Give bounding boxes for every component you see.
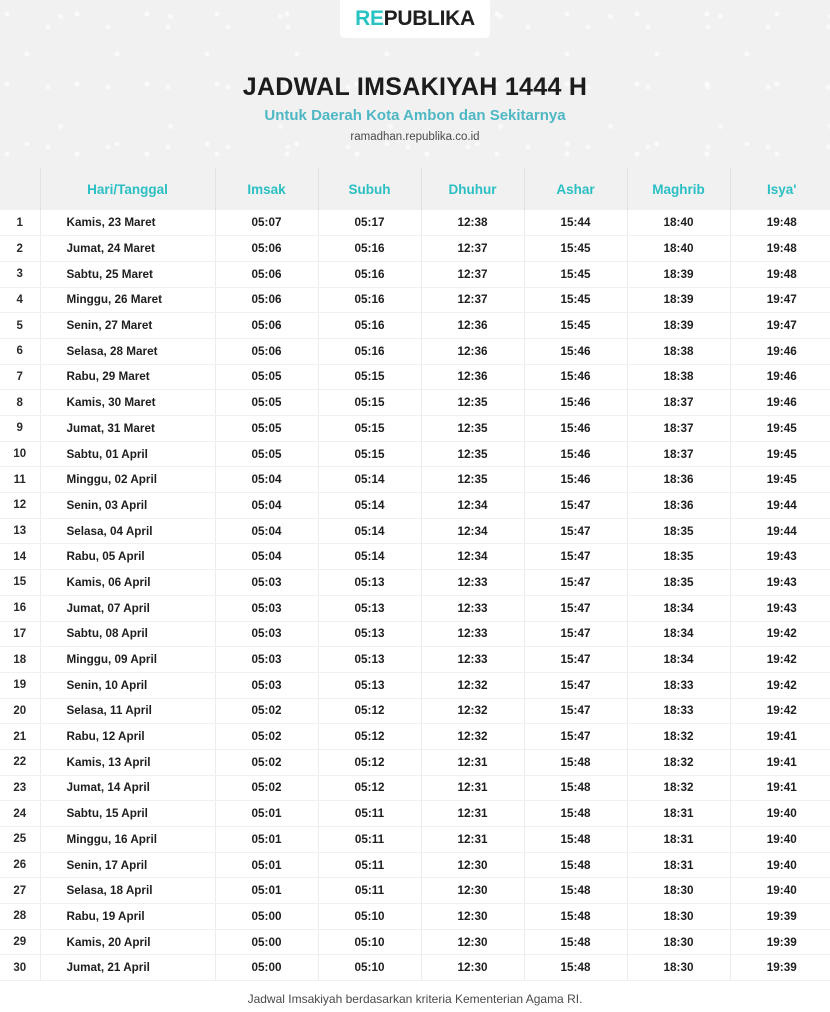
imsak-time: 05:01 bbox=[215, 852, 318, 878]
maghrib-time: 18:31 bbox=[627, 827, 730, 853]
dhuhur-time: 12:32 bbox=[421, 698, 524, 724]
dhuhur-time: 12:31 bbox=[421, 827, 524, 853]
ashar-time: 15:44 bbox=[524, 210, 627, 236]
day-date: Jumat, 07 April bbox=[40, 595, 215, 621]
table-row bbox=[0, 287, 830, 313]
row-number: 6 bbox=[0, 338, 40, 364]
table-row bbox=[0, 390, 830, 416]
subuh-time: 05:14 bbox=[318, 518, 421, 544]
dhuhur-time: 12:37 bbox=[421, 287, 524, 313]
dhuhur-time: 12:31 bbox=[421, 749, 524, 775]
maghrib-time: 18:37 bbox=[627, 416, 730, 442]
row-number: 26 bbox=[0, 852, 40, 878]
logo-suffix: PUBLIKA bbox=[383, 7, 475, 30]
subuh-time: 05:12 bbox=[318, 749, 421, 775]
imsak-time: 05:03 bbox=[215, 621, 318, 647]
dhuhur-time: 12:34 bbox=[421, 544, 524, 570]
isya-time: 19:46 bbox=[730, 338, 830, 364]
dhuhur-time: 12:36 bbox=[421, 313, 524, 339]
dhuhur-time: 12:30 bbox=[421, 852, 524, 878]
table-row bbox=[0, 852, 830, 878]
table-row bbox=[0, 801, 830, 827]
row-number: 21 bbox=[0, 724, 40, 750]
maghrib-time: 18:30 bbox=[627, 904, 730, 930]
day-date: Jumat, 14 April bbox=[40, 775, 215, 801]
imsak-time: 05:02 bbox=[215, 775, 318, 801]
isya-time: 19:48 bbox=[730, 236, 830, 262]
row-number: 22 bbox=[0, 749, 40, 775]
subuh-time: 05:14 bbox=[318, 544, 421, 570]
maghrib-time: 18:38 bbox=[627, 364, 730, 390]
row-number: 16 bbox=[0, 595, 40, 621]
ashar-time: 15:48 bbox=[524, 775, 627, 801]
imsak-time: 05:03 bbox=[215, 570, 318, 596]
row-number: 3 bbox=[0, 261, 40, 287]
row-number: 30 bbox=[0, 955, 40, 981]
table-row bbox=[0, 467, 830, 493]
imsak-time: 05:07 bbox=[215, 210, 318, 236]
isya-time: 19:39 bbox=[730, 904, 830, 930]
subuh-time: 05:11 bbox=[318, 801, 421, 827]
row-number: 28 bbox=[0, 904, 40, 930]
table-row bbox=[0, 647, 830, 673]
day-date: Rabu, 12 April bbox=[40, 724, 215, 750]
subuh-time: 05:13 bbox=[318, 570, 421, 596]
ashar-time: 15:48 bbox=[524, 827, 627, 853]
dhuhur-time: 12:32 bbox=[421, 724, 524, 750]
dhuhur-time: 12:35 bbox=[421, 441, 524, 467]
row-number: 18 bbox=[0, 647, 40, 673]
table-row bbox=[0, 698, 830, 724]
day-date: Minggu, 26 Maret bbox=[40, 287, 215, 313]
imsak-time: 05:01 bbox=[215, 827, 318, 853]
isya-time: 19:44 bbox=[730, 493, 830, 519]
maghrib-time: 18:39 bbox=[627, 261, 730, 287]
table-row bbox=[0, 544, 830, 570]
imsak-time: 05:01 bbox=[215, 878, 318, 904]
isya-time: 19:39 bbox=[730, 929, 830, 955]
dhuhur-time: 12:32 bbox=[421, 672, 524, 698]
ashar-time: 15:48 bbox=[524, 801, 627, 827]
isya-time: 19:43 bbox=[730, 544, 830, 570]
dhuhur-time: 12:35 bbox=[421, 416, 524, 442]
day-date: Rabu, 05 April bbox=[40, 544, 215, 570]
isya-time: 19:48 bbox=[730, 210, 830, 236]
ashar-time: 15:47 bbox=[524, 647, 627, 673]
subuh-time: 05:17 bbox=[318, 210, 421, 236]
table-row bbox=[0, 827, 830, 853]
schedule-table-wrapper bbox=[0, 168, 830, 981]
isya-time: 19:46 bbox=[730, 364, 830, 390]
subuh-time: 05:11 bbox=[318, 878, 421, 904]
maghrib-time: 18:35 bbox=[627, 544, 730, 570]
imsak-time: 05:06 bbox=[215, 261, 318, 287]
maghrib-time: 18:40 bbox=[627, 236, 730, 262]
maghrib-time: 18:32 bbox=[627, 724, 730, 750]
maghrib-time: 18:32 bbox=[627, 749, 730, 775]
table-row bbox=[0, 955, 830, 981]
row-number: 20 bbox=[0, 698, 40, 724]
subuh-time: 05:12 bbox=[318, 724, 421, 750]
page-subtitle: Untuk Daerah Kota Ambon dan Sekitarnya bbox=[264, 107, 566, 124]
table-row bbox=[0, 493, 830, 519]
isya-time: 19:45 bbox=[730, 467, 830, 493]
row-number: 2 bbox=[0, 236, 40, 262]
dhuhur-time: 12:30 bbox=[421, 955, 524, 981]
footer-note: Jadwal Imsakiyah berdasarkan kriteria Kementerian Agama RI. bbox=[0, 981, 830, 1012]
day-date: Kamis, 06 April bbox=[40, 570, 215, 596]
row-number: 27 bbox=[0, 878, 40, 904]
isya-time: 19:45 bbox=[730, 416, 830, 442]
table-header bbox=[0, 168, 830, 210]
day-date: Jumat, 24 Maret bbox=[40, 236, 215, 262]
day-date: Rabu, 29 Maret bbox=[40, 364, 215, 390]
table-row bbox=[0, 338, 830, 364]
maghrib-time: 18:34 bbox=[627, 621, 730, 647]
imsak-time: 05:00 bbox=[215, 929, 318, 955]
table-row bbox=[0, 775, 830, 801]
dhuhur-time: 12:30 bbox=[421, 878, 524, 904]
ashar-time: 15:48 bbox=[524, 955, 627, 981]
subuh-time: 05:13 bbox=[318, 647, 421, 673]
day-date: Sabtu, 08 April bbox=[40, 621, 215, 647]
maghrib-time: 18:30 bbox=[627, 929, 730, 955]
table-row bbox=[0, 313, 830, 339]
imsak-time: 05:05 bbox=[215, 416, 318, 442]
imsak-time: 05:05 bbox=[215, 390, 318, 416]
isya-time: 19:41 bbox=[730, 724, 830, 750]
imsak-time: 05:04 bbox=[215, 467, 318, 493]
isya-time: 19:42 bbox=[730, 672, 830, 698]
dhuhur-time: 12:36 bbox=[421, 364, 524, 390]
subuh-time: 05:11 bbox=[318, 852, 421, 878]
isya-time: 19:40 bbox=[730, 852, 830, 878]
dhuhur-time: 12:38 bbox=[421, 210, 524, 236]
row-number: 29 bbox=[0, 929, 40, 955]
isya-time: 19:46 bbox=[730, 390, 830, 416]
day-date: Kamis, 30 Maret bbox=[40, 390, 215, 416]
row-number: 17 bbox=[0, 621, 40, 647]
ashar-time: 15:47 bbox=[524, 570, 627, 596]
dhuhur-time: 12:34 bbox=[421, 493, 524, 519]
maghrib-time: 18:34 bbox=[627, 647, 730, 673]
imsak-time: 05:06 bbox=[215, 236, 318, 262]
ashar-time: 15:48 bbox=[524, 878, 627, 904]
dhuhur-time: 12:33 bbox=[421, 595, 524, 621]
ashar-time: 15:45 bbox=[524, 236, 627, 262]
ashar-time: 15:45 bbox=[524, 287, 627, 313]
imsak-time: 05:06 bbox=[215, 287, 318, 313]
ashar-time: 15:47 bbox=[524, 698, 627, 724]
maghrib-time: 18:30 bbox=[627, 878, 730, 904]
republika-logo bbox=[340, 0, 490, 38]
dhuhur-time: 12:37 bbox=[421, 236, 524, 262]
subuh-time: 05:15 bbox=[318, 364, 421, 390]
table-header-row bbox=[0, 168, 830, 210]
ashar-time: 15:46 bbox=[524, 467, 627, 493]
row-number: 7 bbox=[0, 364, 40, 390]
row-number: 24 bbox=[0, 801, 40, 827]
maghrib-time: 18:39 bbox=[627, 313, 730, 339]
maghrib-time: 18:37 bbox=[627, 441, 730, 467]
table-row bbox=[0, 236, 830, 262]
imsak-time: 05:04 bbox=[215, 544, 318, 570]
column-header-imsak: Imsak bbox=[215, 168, 318, 210]
ashar-time: 15:46 bbox=[524, 364, 627, 390]
subuh-time: 05:13 bbox=[318, 621, 421, 647]
subuh-time: 05:10 bbox=[318, 929, 421, 955]
subuh-time: 05:16 bbox=[318, 338, 421, 364]
row-number: 13 bbox=[0, 518, 40, 544]
imsak-time: 05:03 bbox=[215, 595, 318, 621]
table-row bbox=[0, 570, 830, 596]
table-row bbox=[0, 904, 830, 930]
subuh-time: 05:11 bbox=[318, 827, 421, 853]
dhuhur-time: 12:33 bbox=[421, 647, 524, 673]
isya-time: 19:45 bbox=[730, 441, 830, 467]
ashar-time: 15:46 bbox=[524, 390, 627, 416]
ashar-time: 15:47 bbox=[524, 544, 627, 570]
day-date: Senin, 03 April bbox=[40, 493, 215, 519]
table-row bbox=[0, 261, 830, 287]
ashar-time: 15:47 bbox=[524, 518, 627, 544]
imsak-time: 05:04 bbox=[215, 493, 318, 519]
isya-time: 19:42 bbox=[730, 647, 830, 673]
imsak-time: 05:05 bbox=[215, 441, 318, 467]
ashar-time: 15:45 bbox=[524, 313, 627, 339]
subuh-time: 05:10 bbox=[318, 955, 421, 981]
isya-time: 19:42 bbox=[730, 698, 830, 724]
page-header bbox=[0, 0, 830, 168]
table-row bbox=[0, 595, 830, 621]
day-date: Minggu, 02 April bbox=[40, 467, 215, 493]
maghrib-time: 18:33 bbox=[627, 672, 730, 698]
subuh-time: 05:16 bbox=[318, 287, 421, 313]
day-date: Rabu, 19 April bbox=[40, 904, 215, 930]
subuh-time: 05:10 bbox=[318, 904, 421, 930]
row-number: 25 bbox=[0, 827, 40, 853]
imsak-time: 05:04 bbox=[215, 518, 318, 544]
logo-text bbox=[355, 7, 475, 31]
column-header-ashar: Ashar bbox=[524, 168, 627, 210]
schedule-table bbox=[0, 168, 830, 981]
imsak-time: 05:02 bbox=[215, 749, 318, 775]
imsak-time: 05:03 bbox=[215, 672, 318, 698]
column-header-maghrib: Maghrib bbox=[627, 168, 730, 210]
table-row bbox=[0, 724, 830, 750]
subuh-time: 05:14 bbox=[318, 493, 421, 519]
day-date: Selasa, 04 April bbox=[40, 518, 215, 544]
day-date: Selasa, 11 April bbox=[40, 698, 215, 724]
subuh-time: 05:15 bbox=[318, 416, 421, 442]
subuh-time: 05:14 bbox=[318, 467, 421, 493]
day-date: Senin, 27 Maret bbox=[40, 313, 215, 339]
imsak-time: 05:00 bbox=[215, 955, 318, 981]
row-number: 15 bbox=[0, 570, 40, 596]
imsak-time: 05:06 bbox=[215, 338, 318, 364]
table-row bbox=[0, 878, 830, 904]
table-row bbox=[0, 364, 830, 390]
day-date: Senin, 17 April bbox=[40, 852, 215, 878]
isya-time: 19:41 bbox=[730, 749, 830, 775]
maghrib-time: 18:35 bbox=[627, 570, 730, 596]
maghrib-time: 18:32 bbox=[627, 775, 730, 801]
isya-time: 19:40 bbox=[730, 801, 830, 827]
day-date: Jumat, 21 April bbox=[40, 955, 215, 981]
table-row bbox=[0, 621, 830, 647]
row-number: 8 bbox=[0, 390, 40, 416]
ashar-time: 15:47 bbox=[524, 493, 627, 519]
ashar-time: 15:48 bbox=[524, 904, 627, 930]
imsak-time: 05:06 bbox=[215, 313, 318, 339]
row-number: 10 bbox=[0, 441, 40, 467]
isya-time: 19:48 bbox=[730, 261, 830, 287]
ashar-time: 15:47 bbox=[524, 595, 627, 621]
maghrib-time: 18:30 bbox=[627, 955, 730, 981]
table-row bbox=[0, 210, 830, 236]
dhuhur-time: 12:30 bbox=[421, 904, 524, 930]
imsak-time: 05:01 bbox=[215, 801, 318, 827]
day-date: Sabtu, 25 Maret bbox=[40, 261, 215, 287]
column-header-isya: Isya' bbox=[730, 168, 830, 210]
subuh-time: 05:13 bbox=[318, 595, 421, 621]
imsak-time: 05:03 bbox=[215, 647, 318, 673]
maghrib-time: 18:31 bbox=[627, 801, 730, 827]
maghrib-time: 18:31 bbox=[627, 852, 730, 878]
ashar-time: 15:46 bbox=[524, 441, 627, 467]
day-date: Kamis, 13 April bbox=[40, 749, 215, 775]
row-number: 11 bbox=[0, 467, 40, 493]
day-date: Jumat, 31 Maret bbox=[40, 416, 215, 442]
ashar-time: 15:48 bbox=[524, 929, 627, 955]
day-date: Minggu, 09 April bbox=[40, 647, 215, 673]
ashar-time: 15:47 bbox=[524, 621, 627, 647]
day-date: Kamis, 23 Maret bbox=[40, 210, 215, 236]
row-number: 19 bbox=[0, 672, 40, 698]
dhuhur-time: 12:35 bbox=[421, 390, 524, 416]
maghrib-time: 18:35 bbox=[627, 518, 730, 544]
website-url: ramadhan.republika.co.id bbox=[350, 131, 480, 143]
row-number: 12 bbox=[0, 493, 40, 519]
ashar-time: 15:48 bbox=[524, 852, 627, 878]
page-title: JADWAL IMSAKIYAH 1444 H bbox=[242, 73, 588, 101]
dhuhur-time: 12:31 bbox=[421, 775, 524, 801]
day-date: Selasa, 28 Maret bbox=[40, 338, 215, 364]
maghrib-time: 18:37 bbox=[627, 390, 730, 416]
maghrib-time: 18:34 bbox=[627, 595, 730, 621]
maghrib-time: 18:36 bbox=[627, 467, 730, 493]
maghrib-time: 18:36 bbox=[627, 493, 730, 519]
imsak-time: 05:00 bbox=[215, 904, 318, 930]
maghrib-time: 18:40 bbox=[627, 210, 730, 236]
ashar-time: 15:46 bbox=[524, 338, 627, 364]
dhuhur-time: 12:37 bbox=[421, 261, 524, 287]
isya-time: 19:40 bbox=[730, 878, 830, 904]
ashar-time: 15:46 bbox=[524, 416, 627, 442]
row-number: 14 bbox=[0, 544, 40, 570]
row-number: 5 bbox=[0, 313, 40, 339]
dhuhur-time: 12:33 bbox=[421, 621, 524, 647]
row-number: 1 bbox=[0, 210, 40, 236]
dhuhur-time: 12:36 bbox=[421, 338, 524, 364]
isya-time: 19:47 bbox=[730, 313, 830, 339]
row-number: 9 bbox=[0, 416, 40, 442]
table-row bbox=[0, 929, 830, 955]
dhuhur-time: 12:35 bbox=[421, 467, 524, 493]
day-date: Minggu, 16 April bbox=[40, 827, 215, 853]
maghrib-time: 18:38 bbox=[627, 338, 730, 364]
column-header-day-date: Hari/Tanggal bbox=[40, 168, 215, 210]
isya-time: 19:41 bbox=[730, 775, 830, 801]
subuh-time: 05:12 bbox=[318, 698, 421, 724]
table-row bbox=[0, 518, 830, 544]
isya-time: 19:44 bbox=[730, 518, 830, 544]
dhuhur-time: 12:30 bbox=[421, 929, 524, 955]
isya-time: 19:43 bbox=[730, 570, 830, 596]
subuh-time: 05:16 bbox=[318, 261, 421, 287]
maghrib-time: 18:39 bbox=[627, 287, 730, 313]
subuh-time: 05:16 bbox=[318, 236, 421, 262]
ashar-time: 15:47 bbox=[524, 724, 627, 750]
subuh-time: 05:16 bbox=[318, 313, 421, 339]
table-row bbox=[0, 749, 830, 775]
subuh-time: 05:15 bbox=[318, 441, 421, 467]
logo-prefix: RE bbox=[355, 7, 384, 30]
isya-time: 19:47 bbox=[730, 287, 830, 313]
ashar-time: 15:48 bbox=[524, 749, 627, 775]
ashar-time: 15:47 bbox=[524, 672, 627, 698]
row-number: 23 bbox=[0, 775, 40, 801]
table-row bbox=[0, 441, 830, 467]
dhuhur-time: 12:34 bbox=[421, 518, 524, 544]
imsak-time: 05:02 bbox=[215, 698, 318, 724]
row-number: 4 bbox=[0, 287, 40, 313]
day-date: Sabtu, 15 April bbox=[40, 801, 215, 827]
dhuhur-time: 12:33 bbox=[421, 570, 524, 596]
ashar-time: 15:45 bbox=[524, 261, 627, 287]
column-header-subuh: Subuh bbox=[318, 168, 421, 210]
isya-time: 19:39 bbox=[730, 955, 830, 981]
imsak-time: 05:05 bbox=[215, 364, 318, 390]
day-date: Sabtu, 01 April bbox=[40, 441, 215, 467]
dhuhur-time: 12:31 bbox=[421, 801, 524, 827]
table-body bbox=[0, 210, 830, 981]
column-header-no bbox=[0, 168, 40, 210]
day-date: Selasa, 18 April bbox=[40, 878, 215, 904]
imsak-time: 05:02 bbox=[215, 724, 318, 750]
maghrib-time: 18:33 bbox=[627, 698, 730, 724]
isya-time: 19:40 bbox=[730, 827, 830, 853]
day-date: Kamis, 20 April bbox=[40, 929, 215, 955]
isya-time: 19:42 bbox=[730, 621, 830, 647]
column-header-dhuhur: Dhuhur bbox=[421, 168, 524, 210]
table-row bbox=[0, 672, 830, 698]
subuh-time: 05:15 bbox=[318, 390, 421, 416]
table-row bbox=[0, 416, 830, 442]
subuh-time: 05:13 bbox=[318, 672, 421, 698]
day-date: Senin, 10 April bbox=[40, 672, 215, 698]
subuh-time: 05:12 bbox=[318, 775, 421, 801]
isya-time: 19:43 bbox=[730, 595, 830, 621]
